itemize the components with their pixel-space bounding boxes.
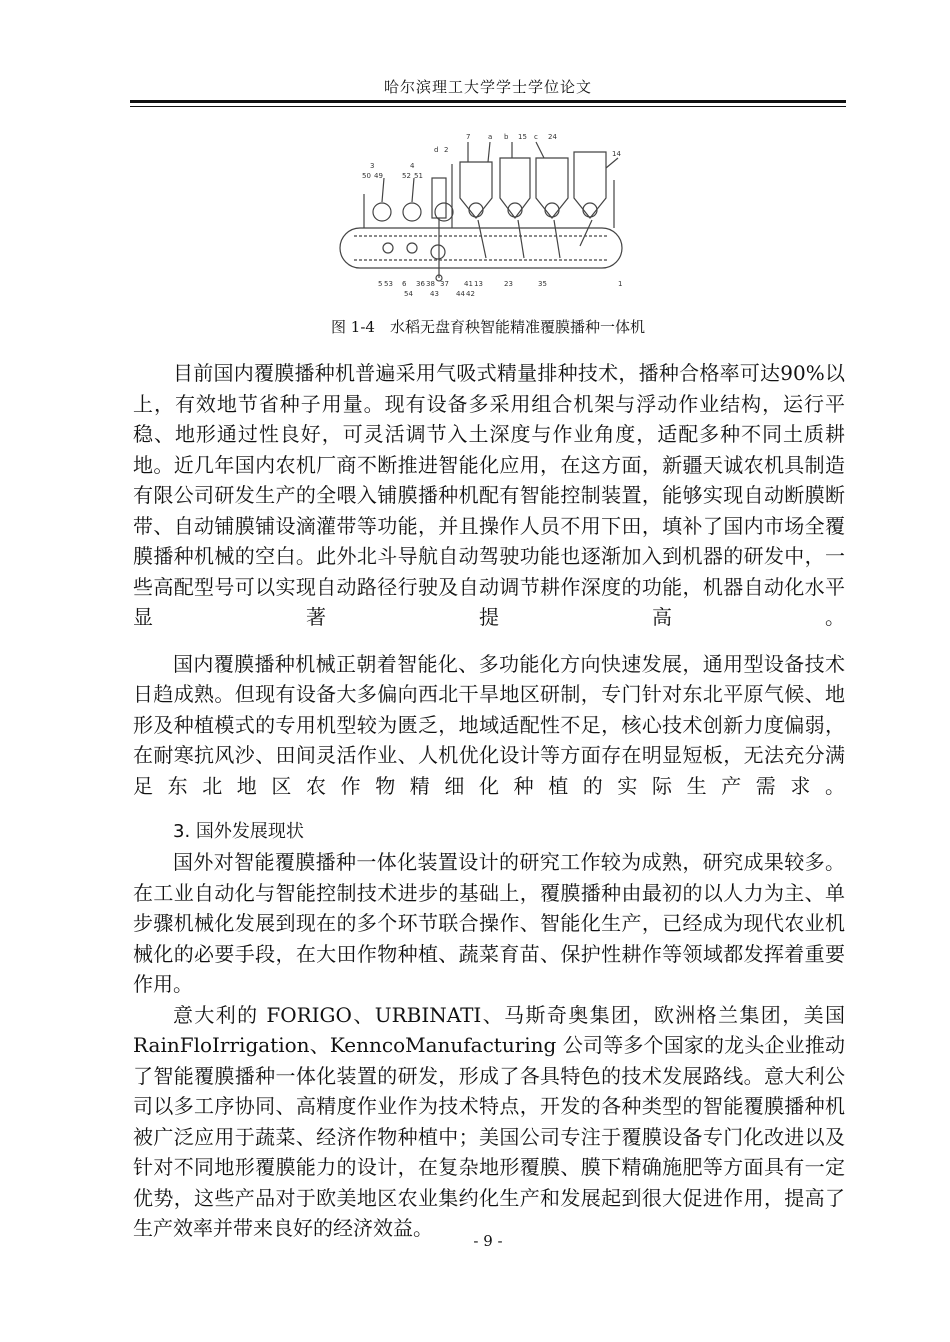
callout-label: 42 (466, 290, 475, 298)
paragraph: 意大利的 FORIGO、URBINATI、马斯奇奥集团，欧洲格兰集团，美国 RainFloIrrigation、KenncoManufacturing 公司等多个国家的龙头企业推动了智能覆膜播种一体化装置的研发，形成了各具特色的技术发展路线。意大利公司以多工序协同、高精度作业作为技术特点，开发的各种类型的智能覆膜播种机被广泛应用于蔬菜、经济作物种植中；美国公司专注于覆膜设备专门化改进以及针对不同地形覆膜能力的设计，在复杂地形覆膜、膜下精确施肥等方面具有一定优势，这些产品对于欧美地区农业集约化生产和发展起到很大促进作用，提高了生产效率并带来良好的经济效益。 (133, 1002, 845, 1240)
page-number: - 9 - (473, 1232, 503, 1250)
callout-label: a (488, 133, 493, 141)
seed-hopper (536, 158, 568, 218)
header-rule-thick (130, 100, 846, 103)
callout-label: 6 (402, 280, 407, 288)
seed-hopper (500, 158, 530, 218)
seed-hopper (574, 152, 606, 218)
section-heading: 3. 国外发展现状 (173, 821, 304, 842)
callout-label: d (434, 146, 439, 154)
paragraph: 国外对智能覆膜播种一体化装置设计的研究工作较为成熟，研究成果较多。在工业自动化与智能控制技术进步的基础上，覆膜播种由最初的以人力为主、单步骤机械化发展到现在的多个环节联合操作、智能化生产，已经成为现代农业机械化的必要手段，在大田作物种植、蔬菜育苗、保护性耕作等领域都发挥着重要作用。 (133, 850, 845, 996)
roller (407, 243, 417, 253)
roller (403, 203, 421, 221)
roller (373, 203, 391, 221)
callout-label: 5 (378, 280, 383, 288)
callout-label: 1 (618, 280, 623, 288)
paragraph: 国内覆膜播种机械正朝着智能化、多功能化方向快速发展，通用型设备技术日趋成熟。但现有设备大多偏向西北干旱地区研制，专门针对东北平原气候、地形及种植模式的专用机型较为匮乏，地域适配性不足，核心技术创新力度偏弱，在耐寒抗风沙、田间灵活作业、人机优化设计等方面存在明显短板，无法充分满足东北地区农作物精细化种植的实际生产需求。 (133, 651, 845, 798)
callout-label: 15 (518, 133, 527, 141)
callout-label: 44 (456, 290, 465, 298)
callout-label: 54 (404, 290, 413, 298)
callout-label: 14 (612, 150, 621, 158)
callout-label: 36 (416, 280, 425, 288)
running-header: 哈尔滨理工大学学士学位论文 (383, 78, 592, 96)
callout-label: 50 (362, 172, 371, 180)
callout-label: b (504, 133, 509, 141)
callout-label: 43 (430, 290, 439, 298)
callout-label: 7 (466, 133, 471, 141)
figure-caption: 图 1-4 水稻无盘育秧智能精准覆膜播种一体机 (331, 318, 645, 336)
callout-label: 24 (548, 133, 557, 141)
machine-diagram (328, 128, 628, 304)
callout-label: c (534, 133, 538, 141)
figure-callouts (362, 133, 622, 298)
body-text (133, 358, 845, 1244)
callout-label: 3 (370, 162, 375, 170)
callout-label: 13 (474, 280, 483, 288)
roller (431, 245, 445, 259)
roller (383, 243, 393, 253)
callout-label: 38 (426, 280, 435, 288)
callout-label: 49 (374, 172, 383, 180)
callout-label: 4 (410, 162, 415, 170)
header-rule-thin (130, 106, 846, 107)
callout-label: 53 (384, 280, 393, 288)
callout-label: 37 (440, 280, 449, 288)
seed-hopper (460, 162, 492, 218)
callout-label: 2 (444, 146, 449, 154)
callout-label: 23 (504, 280, 513, 288)
callout-label: 51 (414, 172, 423, 180)
callout-label: 35 (538, 280, 547, 288)
callout-label: 41 (464, 280, 473, 288)
callout-label: 52 (402, 172, 411, 180)
paragraph: 目前国内覆膜播种机普遍采用气吸式精量排种技术，播种合格率可达90%以上，有效地节省种子用量。现有设备多采用组合机架与浮动作业结构，运行平稳、地形通过性良好，可灵活调节入土深度与作业角度，适配多种不同土质耕地。近几年国内农机厂商不断推进智能化应用，在这方面，新疆天诚农机具制造有限公司研发生产的全喂入铺膜播种机配有智能控制装置，能够实现自动断膜断带、自动铺膜铺设滴灌带等功能，并且操作人员不用下田，填补了国内市场全覆膜播种机械的空白。此外北斗导航自动驾驶功能也逐渐加入到机器的研发中，一些高配型号可以实现自动路径行驶及自动调节耕作深度的功能，机器自动化水平显著提高。 (133, 361, 845, 629)
